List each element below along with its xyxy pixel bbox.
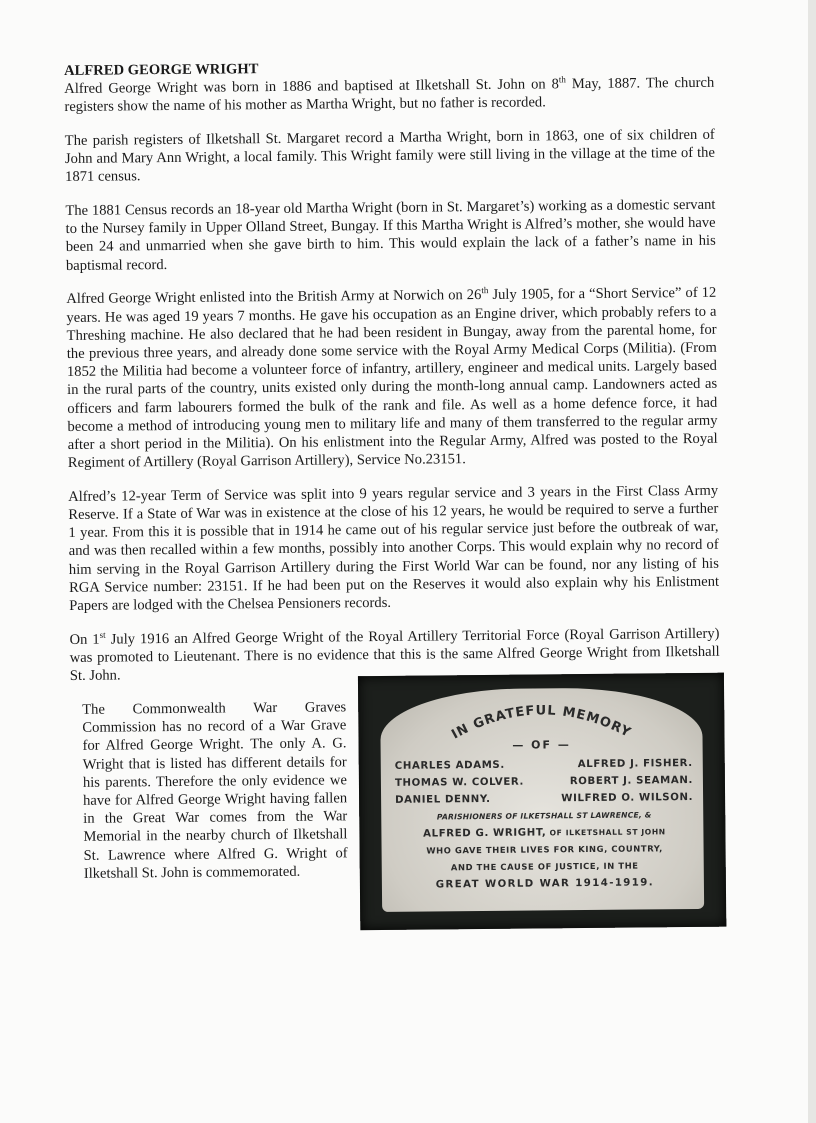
plaque-of: — OF —	[512, 738, 571, 752]
plaque-names	[395, 755, 694, 894]
plaque-dedication-3: GREAT WORLD WAR 1914-1919.	[435, 877, 655, 891]
document-body	[64, 56, 723, 961]
paragraph-text: May, 1887. The church registers show the name of his mother as Martha Wright, but no father is recorded.	[64, 74, 715, 116]
paragraph-war-graves: The Commonwealth War Graves Commission has no record of a War Grave for Alfred George Wright. The only A. G. Wright that is listed has different details for his parents. Therefore the only evidence we have for Alfred George Wright having fallen in the Great War comes from the War Memorial in the nearby church of Ilketshall St. Lawrence where Alfred G. Wright of Ilketshall St. John is commemorated.	[82, 699, 348, 882]
plaque-arch-text: IN GRATEFUL MEMORY	[449, 703, 634, 743]
plaque-name: ROBERT J. SEAMAN.	[569, 774, 693, 788]
superscript: th	[558, 74, 566, 85]
plaque-dedication-1: WHO GAVE THEIR LIVES FOR KING, COUNTRY,	[426, 843, 663, 856]
superscript: th	[481, 285, 489, 296]
paragraph-parish-registers: The parish registers of Ilketshall St. Margaret record a Martha Wright, born in 1863, one of six children of John and Mary Ann Wright, a local family. This Wright family were still living in the village at the time of the 1871 census.	[64, 126, 715, 186]
paragraph-text: Alfred George Wright enlisted into the British Army at Norwich on 26	[66, 287, 482, 308]
plaque-parish: OF ILKETSHALL ST JOHN	[546, 827, 666, 838]
memorial-plaque	[380, 687, 704, 912]
paragraph-1881-census: The 1881 Census records an 18-year old Martha Wright (born in St. Margaret’s) working as a domestic servant to the Nursey family in Upper Olland Street, Bungay. If this Martha Wright is Alfred’s mother, she would have been 24 and unmarried when she gave birth to him. This would explain the lack of a father’s name in his baptismal record.	[65, 196, 716, 274]
war-memorial-photo	[358, 673, 726, 931]
plaque-parishioners: PARISHIONERS OF ILKETSHALL ST LAWRENCE, &	[436, 810, 652, 822]
bottom-section	[70, 695, 722, 961]
plaque-name: ALFRED G. WRIGHT,	[423, 827, 547, 840]
superscript: st	[99, 629, 106, 640]
plaque-name: WILFRED O. WILSON.	[561, 791, 694, 805]
paragraph-enlistment	[66, 284, 718, 472]
paragraph-text: Alfred George Wright was born in 1886 and baptised at Ilketshall St. John on 8	[64, 76, 559, 97]
plaque-name: CHARLES ADAMS.	[394, 759, 505, 772]
plaque-name: ALFRED J. FISHER.	[577, 757, 693, 770]
paragraph-term-of-service: Alfred’s 12-year Term of Service was split into 9 years regular service and 3 years in the First Class Army Reserve. If a State of War was in existence at the close of his 12 years, he would be required to serve a further 1 year. From this it is possible that in 1914 he came out of his regular service just before the outbreak of war, and was then recalled within a few months, possibly into another Corps. This would explain why no record of him serving in the Royal Garrison Artillery during the First World War can be found, nor any listing of his RGA Service number: 23151. If he had been put on the Reserves it would also explain why his Enlistment Papers are lodged with the Chelsea Pensioners records.	[68, 482, 720, 615]
paragraph-text: July 1905, for a “Short Service” of 12 years. He was aged 19 years 7 months. He gave his occupation as an Engine driver, which probably refers to a Threshing machine. He also declared that he had been resident in Bungay, away from the parental home, for the previous three years, and already done some service with the Royal Army Medical Corps (Militia). (From 1852 the Militia had become a volunteer force of infantry, artillery, engineer and medical units. Largely based in the rural parts of the country, units existed only during the month-long annual camp. Landowners acted as officers and farm labourers formed the bulk of the rank and file. As well as a home defence force, it had become a method of introducing young men to military life and many of them transferred to the regular army after a short period in the Militia). On his enlistment into the Regular Army, Alfred was posted to the Royal Regiment of Artillery (Royal Garrison Artillery), Service No.23151.	[66, 285, 718, 472]
plaque-dedication-2: AND THE CAUSE OF JUSTICE, IN THE	[450, 860, 639, 873]
plaque-name: DANIEL DENNY.	[395, 793, 491, 806]
document-title: ALFRED GEORGE WRIGHT	[64, 61, 259, 79]
paragraph-birth	[64, 74, 714, 117]
plaque-name: THOMAS W. COLVER.	[394, 776, 525, 789]
paragraph-text: On 1	[69, 631, 100, 648]
paragraph-text: July 1916 an Alfred George Wright of the Royal Artillery Territorial Force (Royal Garrison Artillery) was promoted to Lieutenant. There is no evidence that this is the same Alfred George Wright from Ilketshall St. John.	[69, 625, 720, 685]
